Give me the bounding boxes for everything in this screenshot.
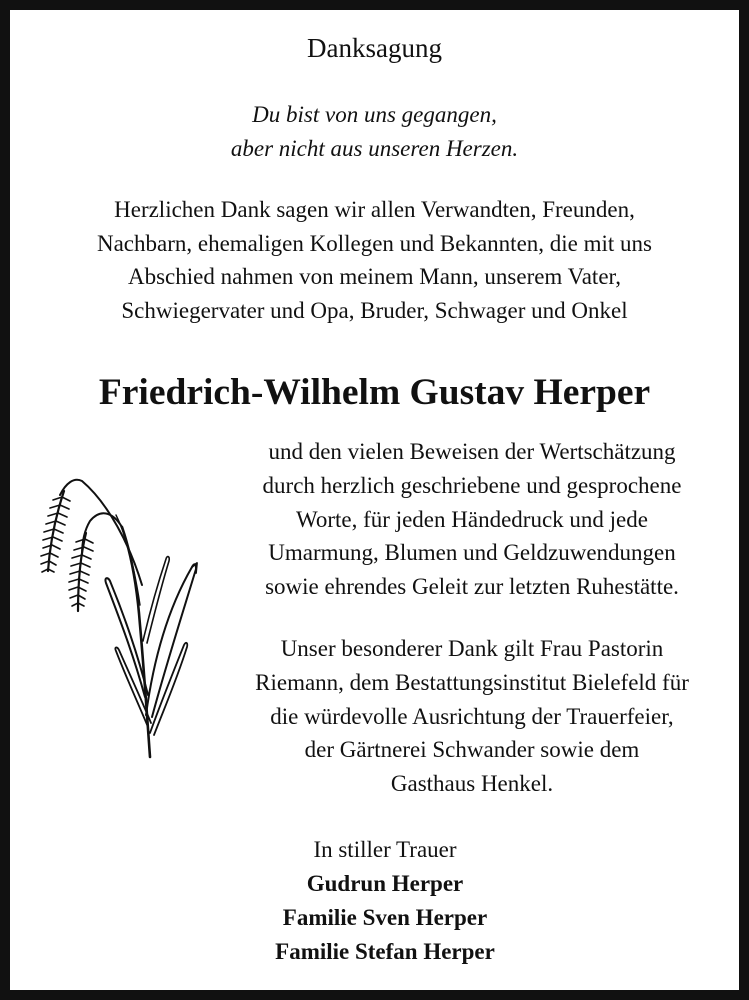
intro-line: Nachbarn, ehemaligen Kollegen und Bekannten, die mit uns bbox=[96, 230, 653, 256]
special-thanks-line: Gasthaus Henkel. bbox=[390, 771, 554, 797]
intro-paragraph bbox=[10, 193, 739, 328]
thanks-line: und den vielen Beweisen der Wertschätzung bbox=[268, 439, 676, 464]
special-thanks-line: Riemann, dem Bestattungsinstitut Bielefeld für bbox=[255, 669, 689, 695]
signer-name: Familie Sven Herper bbox=[282, 905, 488, 930]
special-thanks-line: Unser besonderer Dank gilt Frau Pastorin bbox=[280, 636, 664, 661]
thanks-paragraph bbox=[210, 435, 734, 604]
motto-line: Du bist von uns gegangen, bbox=[252, 102, 497, 127]
intro-line: Abschied nahmen von meinem Mann, unserem Vater, bbox=[127, 264, 622, 290]
deceased-name: Friedrich-Wilhelm Gustav Herper bbox=[98, 372, 651, 413]
wheat-ears-icon bbox=[34, 465, 204, 765]
special-thanks-paragraph bbox=[210, 632, 734, 801]
special-thanks-line: der Gärtnerei Schwander sowie dem bbox=[304, 737, 640, 763]
intro-line: Schwiegervater und Opa, Bruder, Schwager und Onkel bbox=[121, 298, 628, 324]
motto-line: aber nicht aus unseren Herzen. bbox=[230, 136, 519, 161]
thanks-line: Worte, für jeden Händedruck und jede bbox=[296, 506, 648, 532]
thanks-line: Umarmung, Blumen und Geldzuwendungen bbox=[268, 540, 676, 566]
intro-line: Herzlichen Dank sagen wir allen Verwandten, Freunden, bbox=[114, 197, 635, 222]
closing-phrase: In stiller Trauer bbox=[313, 837, 457, 862]
special-thanks-line: die würdevolle Ausrichtung der Trauerfeier, bbox=[270, 703, 674, 729]
thanks-line: sowie ehrendes Geleit zur letzten Ruhestätte. bbox=[265, 574, 679, 600]
notice-heading: Danksagung bbox=[307, 33, 442, 63]
motto bbox=[10, 98, 739, 166]
signer-name: Familie Stefan Herper bbox=[275, 939, 495, 964]
thanks-line: durch herzlich geschriebene und gesprochene bbox=[262, 472, 682, 498]
signer-name: Gudrun Herper bbox=[306, 871, 464, 896]
closing-block bbox=[210, 833, 560, 969]
